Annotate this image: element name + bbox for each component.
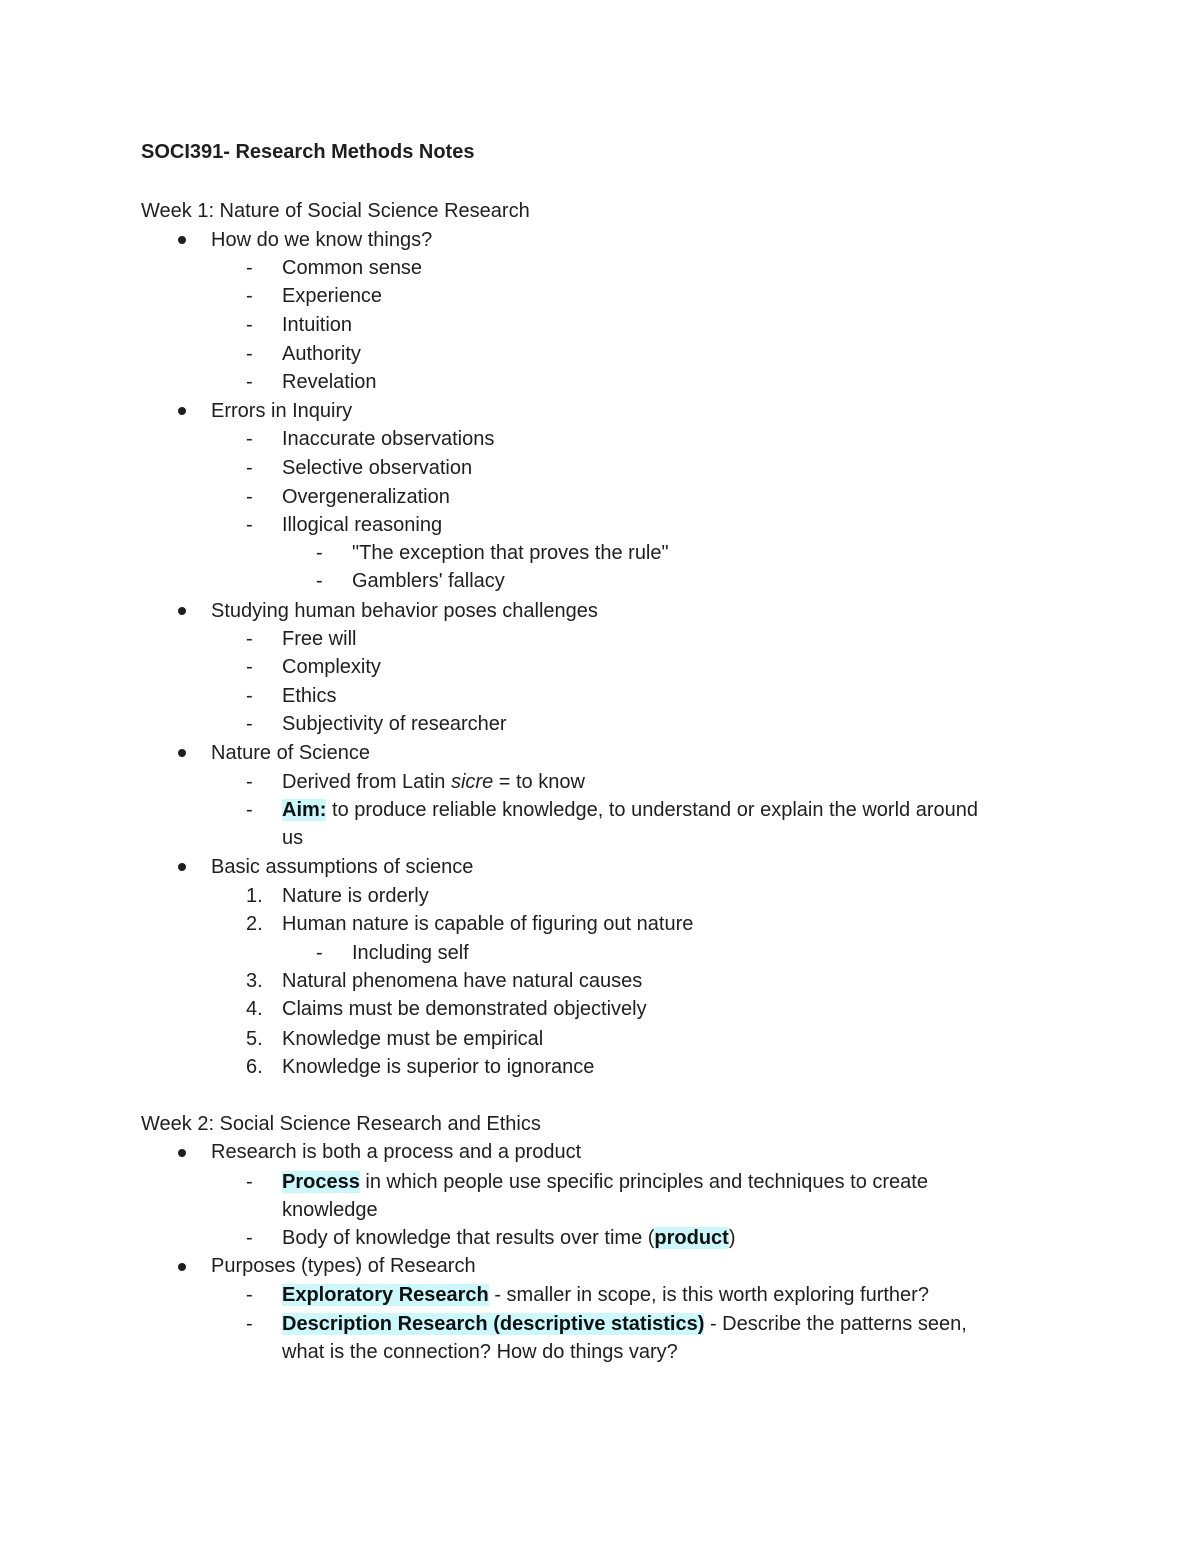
bullet-icon: [178, 236, 186, 244]
list-item: [282, 1170, 928, 1194]
list-item: Revelation: [282, 371, 377, 393]
list-item: Authority: [282, 343, 361, 365]
dash-marker: -: [316, 942, 323, 964]
bullet-icon: [178, 1149, 186, 1157]
list-item: Nature is orderly: [282, 885, 429, 907]
dash-marker: -: [246, 314, 253, 336]
aim-text: to produce reliable knowledge, to understand or explain the world around: [326, 799, 978, 821]
bullet-icon: [178, 749, 186, 757]
product-highlight: product: [654, 1227, 729, 1249]
number-marker: 1.: [246, 885, 263, 907]
list-item: Basic assumptions of science: [211, 856, 474, 878]
week-2-heading: Week 2: Social Science Research and Ethics: [141, 1113, 541, 1135]
number-marker: 4.: [246, 998, 263, 1020]
list-item: [282, 1226, 736, 1250]
list-item-continuation: what is the connection? How do things vary?: [282, 1341, 678, 1363]
list-item: Errors in Inquiry: [211, 400, 353, 422]
list-item: [282, 770, 585, 794]
body-suffix: ): [728, 1227, 736, 1249]
dash-marker: -: [246, 457, 253, 479]
list-item: Complexity: [282, 656, 381, 678]
dash-marker: -: [246, 656, 253, 678]
dash-marker: -: [246, 1227, 253, 1249]
dash-marker: -: [246, 257, 253, 279]
dash-marker: -: [246, 1284, 253, 1306]
list-item: Human nature is capable of figuring out nature: [282, 913, 694, 935]
dash-marker: -: [246, 1171, 253, 1193]
list-item: [282, 1283, 929, 1307]
exploratory-highlight: Exploratory Research: [282, 1284, 489, 1306]
derived-prefix: Derived from Latin: [282, 771, 451, 793]
list-item: Experience: [282, 285, 383, 307]
list-item-continuation: us: [282, 827, 304, 849]
process-highlight: Process: [282, 1171, 360, 1193]
list-item: Gamblers' fallacy: [352, 570, 505, 592]
list-item: Research is both a process and a product: [211, 1141, 582, 1163]
list-item: Subjectivity of researcher: [282, 713, 507, 735]
bullet-icon: [178, 607, 186, 615]
list-item: Natural phenomena have natural causes: [282, 970, 643, 992]
dash-marker: -: [246, 285, 253, 307]
dash-marker: -: [246, 514, 253, 536]
list-item: Illogical reasoning: [282, 514, 443, 536]
dash-marker: -: [246, 486, 253, 508]
list-item: Including self: [352, 942, 469, 964]
list-item: Overgeneralization: [282, 486, 450, 508]
aim-highlight: Aim:: [282, 799, 327, 821]
process-text: in which people use specific principles and techniques to create: [359, 1171, 928, 1193]
list-item: Claims must be demonstrated objectively: [282, 998, 647, 1020]
dash-marker: -: [246, 685, 253, 707]
list-item: Intuition: [282, 314, 353, 336]
list-item: "The exception that proves the rule": [352, 542, 669, 564]
list-item: Common sense: [282, 257, 423, 279]
number-marker: 6.: [246, 1056, 263, 1078]
list-item: Ethics: [282, 685, 337, 707]
list-item: How do we know things?: [211, 229, 433, 251]
dash-marker: -: [246, 713, 253, 735]
list-item: Knowledge must be empirical: [282, 1028, 544, 1050]
dash-marker: -: [246, 371, 253, 393]
list-item: Purposes (types) of Research: [211, 1255, 476, 1277]
dash-marker: -: [246, 628, 253, 650]
dash-marker: -: [246, 799, 253, 821]
dash-marker: -: [246, 343, 253, 365]
dash-marker: -: [316, 542, 323, 564]
description-text: - Describe the patterns seen,: [704, 1313, 967, 1335]
bullet-icon: [178, 1263, 186, 1271]
dash-marker: -: [316, 570, 323, 592]
list-item: Free will: [282, 628, 357, 650]
number-marker: 3.: [246, 970, 263, 992]
number-marker: 2.: [246, 913, 263, 935]
list-item: [282, 1312, 967, 1336]
number-marker: 5.: [246, 1028, 263, 1050]
dash-marker: -: [246, 428, 253, 450]
list-item: Selective observation: [282, 457, 473, 479]
dash-marker: -: [246, 1313, 253, 1335]
document-title: SOCI391- Research Methods Notes: [141, 141, 475, 163]
dash-marker: -: [246, 771, 253, 793]
list-item: [282, 798, 978, 822]
exploratory-text: - smaller in scope, is this worth exploring further?: [488, 1284, 929, 1306]
list-item: Knowledge is superior to ignorance: [282, 1056, 595, 1078]
list-item: Nature of Science: [211, 742, 370, 764]
list-item: Studying human behavior poses challenges: [211, 600, 598, 622]
list-item: Inaccurate observations: [282, 428, 495, 450]
bullet-icon: [178, 407, 186, 415]
bullet-icon: [178, 863, 186, 871]
derived-suffix: = to know: [493, 771, 585, 793]
description-highlight: Description Research (descriptive statistics): [282, 1313, 705, 1335]
list-item-continuation: knowledge: [282, 1199, 378, 1221]
latin-word: sicre: [450, 771, 494, 793]
body-prefix: Body of knowledge that results over time (: [282, 1227, 655, 1249]
week-1-heading: Week 1: Nature of Social Science Research: [141, 200, 530, 222]
